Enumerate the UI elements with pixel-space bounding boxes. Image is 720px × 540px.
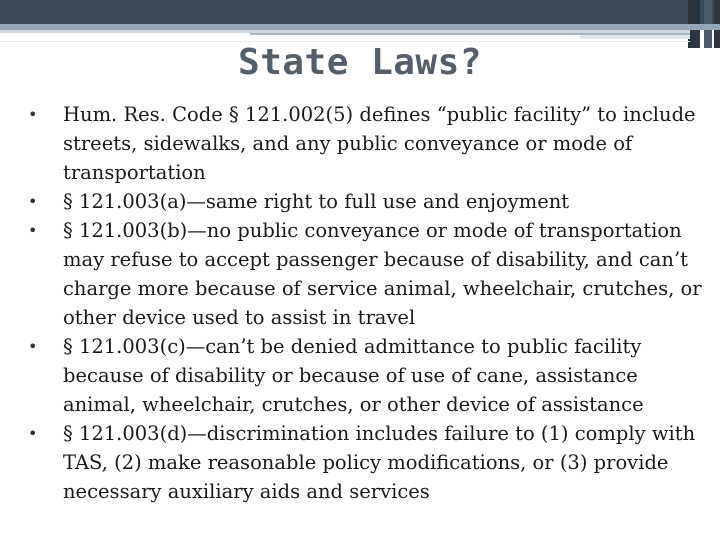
bullet-text: § 121.003(b)—no public conveyance or mode of transportation may refuse to accept passenger because of disability, and can’t charge more because of service animal, wheelchair, crutches, or other device used to assist in travel bbox=[63, 219, 702, 329]
bullet-text: § 121.003(c)—can’t be denied admittance to public facility because of disability or because of use of cane, assistance animal, wheelchair, crutches, or other device of assistance bbox=[63, 335, 644, 416]
bullet-item bbox=[26, 216, 702, 332]
bullet-icon: • bbox=[28, 337, 38, 356]
bullet-icon: • bbox=[28, 192, 38, 211]
bullet-item bbox=[26, 332, 702, 419]
bullet-icon: • bbox=[28, 221, 38, 240]
slide-title: State Laws? bbox=[238, 42, 482, 83]
bullet-icon: • bbox=[28, 424, 38, 443]
bullet-list bbox=[26, 100, 702, 506]
bullet-text: Hum. Res. Code § 121.002(5) defines “public facility” to include streets, sidewalks, and any public conveyance or mode of transportation bbox=[63, 103, 696, 184]
top-banner bbox=[0, 0, 720, 24]
bullet-text: § 121.003(d)—discrimination includes failure to (1) comply with TAS, (2) make reasonable policy modifications, or (3) provide necessary auxiliary aids and services bbox=[63, 422, 696, 503]
bullet-text: § 121.003(a)—same right to full use and enjoyment bbox=[63, 190, 570, 213]
header-rule bbox=[580, 35, 690, 39]
bullet-item bbox=[26, 187, 702, 216]
bullet-item bbox=[26, 419, 702, 506]
bullet-icon: • bbox=[28, 105, 38, 124]
bullet-item bbox=[26, 100, 702, 187]
